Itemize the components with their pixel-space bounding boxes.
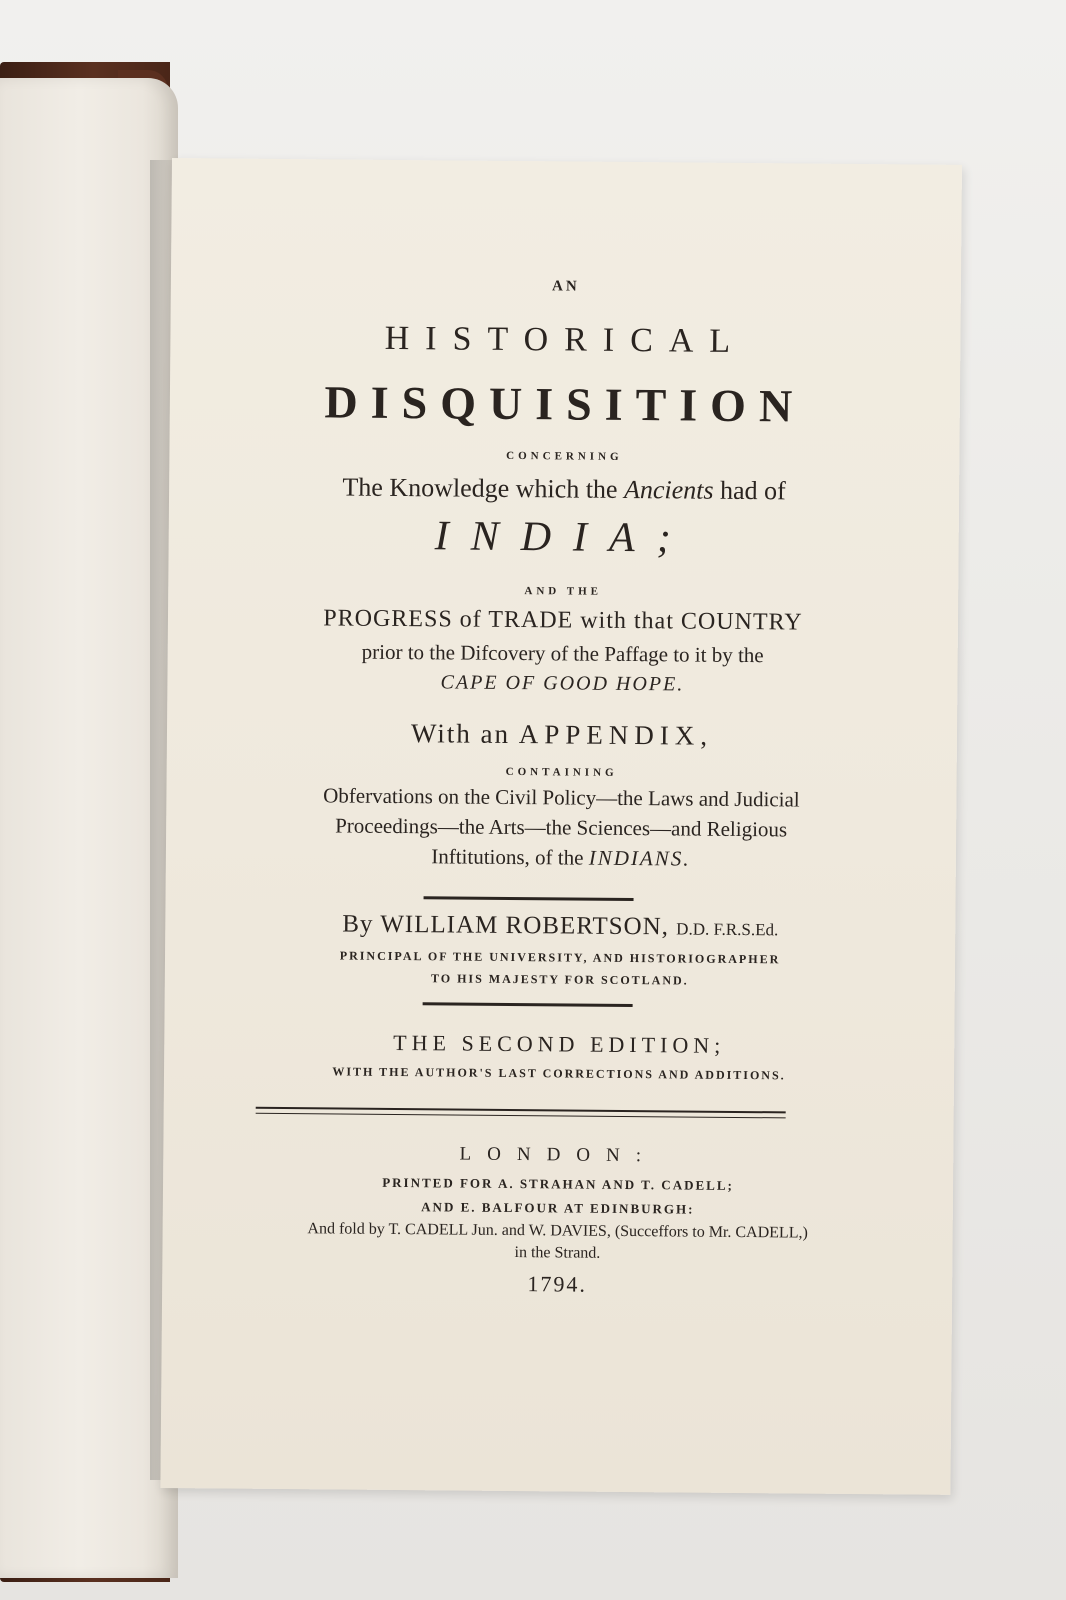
observations-line-1: Obfervations on the Civil Policy—the Laws and Judicial xyxy=(323,783,800,812)
knowledge-part-b: had of xyxy=(713,475,786,506)
title-prior: prior to the Difcovery of the Paffage to it by the xyxy=(361,639,764,668)
knowledge-part-a: The Knowledge which the xyxy=(342,472,625,504)
title-historical: HISTORICAL xyxy=(384,319,747,361)
observations-line-3-a: Inftitutions, of the xyxy=(431,844,589,870)
title-and-the: AND THE xyxy=(524,585,603,598)
double-rule-top xyxy=(256,1107,786,1114)
imprint-strand: in the Strand. xyxy=(514,1244,601,1262)
author-degrees: D.D. F.R.S.Ed. xyxy=(676,919,779,940)
title-india: INDIA; xyxy=(434,513,693,562)
corrections-line: WITH THE AUTHOR'S LAST CORRECTIONS AND ADDITIONS. xyxy=(332,1064,786,1083)
appendix-with-an: With an xyxy=(410,718,519,750)
author-line xyxy=(165,910,955,942)
observations-indians: INDIANS. xyxy=(588,845,691,871)
title-an: AN xyxy=(551,278,580,295)
title-knowledge xyxy=(169,473,959,506)
title-page-text xyxy=(160,158,962,1495)
author-name: By WILLIAM ROBERTSON, xyxy=(342,910,677,941)
knowledge-ancients: Ancients xyxy=(623,474,714,505)
imprint-balfour: AND E. BALFOUR AT EDINBURGH: xyxy=(421,1199,695,1217)
imprint-year: 1794. xyxy=(527,1271,588,1297)
double-rule-bottom xyxy=(256,1113,786,1119)
title-containing: CONTAINING xyxy=(505,765,618,779)
observations-line-2: Proceedings—the Arts—the Sciences—and Religious xyxy=(335,813,788,842)
observations-line-3 xyxy=(166,844,956,872)
title-progress: PROGRESS of TRADE with that COUNTRY xyxy=(323,605,803,636)
imprint-printed: PRINTED FOR A. STRAHAN AND T. CADELL; xyxy=(382,1174,734,1193)
author-principal: PRINCIPAL OF THE UNIVERSITY, AND HISTORIOGRAPHER xyxy=(339,948,781,967)
edition-line: THE SECOND EDITION; xyxy=(393,1029,726,1058)
appendix-word: APPENDIX, xyxy=(518,719,714,751)
title-appendix xyxy=(167,718,957,752)
title-page xyxy=(160,158,962,1495)
divider-rule-1 xyxy=(424,896,634,901)
title-cape: CAPE OF GOOD HOPE. xyxy=(440,671,685,696)
title-concerning: CONCERNING xyxy=(506,449,623,463)
author-majesty: TO HIS MAJESTY FOR SCOTLAND. xyxy=(430,971,689,988)
imprint-sold: And fold by T. CADELL Jun. and W. DAVIES, (Succeffors to Mr. CADELL,) xyxy=(307,1220,808,1242)
title-disquisition: DISQUISITION xyxy=(324,376,806,432)
divider-rule-2 xyxy=(423,1002,633,1007)
imprint-london: LONDON: xyxy=(459,1143,658,1167)
